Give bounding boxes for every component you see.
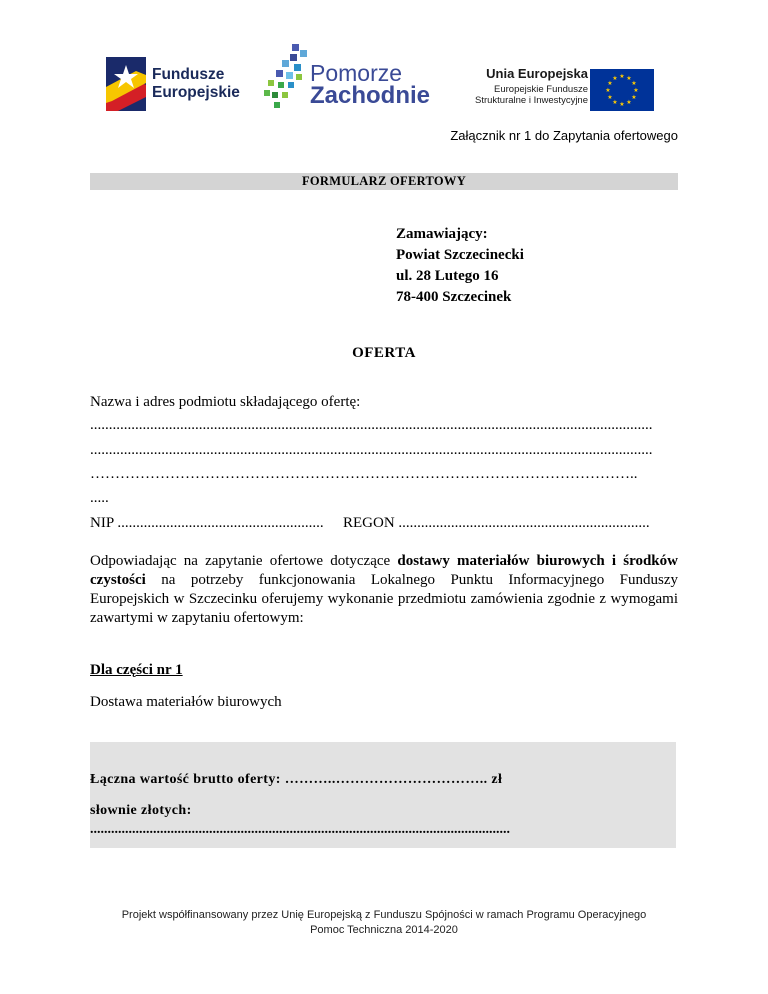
annex-label: Załącznik nr 1 do Zapytania ofertowego [450,128,678,143]
svg-text:★: ★ [607,80,613,87]
client-label: Zamawiający: [396,226,488,242]
eu-flag-icon [590,69,654,111]
svg-text:★: ★ [626,75,632,82]
ue-logo-sub2: Strukturalne i Inwestycyjne [475,95,588,106]
bidder-line-4[interactable]: ..... [90,490,109,506]
paragraph-part2: na potrzeby funkcjonowania Lokalnego Punktu Informacyjnego Funduszy Europejskich w Szczecinku oferujemy wykonanie przedmiotu zamówienia zgodnie z wymogami zawartymi w zapytaniu ofertowym: [90,572,678,626]
svg-text:★: ★ [605,87,611,94]
words-label: słownie złotych: [90,803,192,818]
regon-field[interactable]: REGON ................................................................... [343,515,650,531]
footer-line2: Pomoc Techniczna 2014-2020 [310,924,458,936]
part-description: Dostawa materiałów biurowych [90,694,282,710]
words-field[interactable]: ........................................................................................................................ [90,822,510,837]
svg-text:★: ★ [631,94,637,101]
svg-text:★: ★ [612,99,618,106]
ue-logo-title: Unia Europejska [486,66,588,81]
bidder-label: Nazwa i adres podmiotu składającego ofertę: [90,394,361,410]
client-block [396,224,524,308]
svg-text:★: ★ [631,80,637,87]
paragraph-bold: dostawy materiałów biurowych i środków czystości [90,553,678,588]
fe-logo-line1: Fundusze [152,66,225,83]
svg-text:★: ★ [612,75,618,82]
offer-paragraph [90,552,678,628]
footer-line1: Projekt współfinansowany przez Unię Europejską z Funduszu Spójności w ramach Programu Operacyjnego [121,909,647,921]
pz-logo-line1: Pomorze [310,60,403,86]
total-value-field[interactable]: Łączna wartość brutto oferty: ………..………………………….. zł [90,772,503,787]
offer-heading: OFERTA [352,345,416,361]
paragraph-part1: Odpowiadając na zapytanie ofertowe dotyczące [90,553,398,569]
bidder-line-1[interactable]: ...................................................................................................................................................... [90,417,653,433]
svg-text:★: ★ [619,73,625,80]
fundusze-europejskie-logo [106,55,246,113]
footer [0,908,768,938]
client-street: ul. 28 Lutego 16 [396,268,499,284]
svg-text:★: ★ [633,87,639,94]
ue-logo-sub1: Europejskie Fundusze [494,84,588,95]
form-title-bar: FORMULARZ OFERTOWY [90,173,678,190]
value-box [90,742,676,848]
svg-text:★: ★ [607,94,613,101]
pomorze-zachodnie-logo [262,42,430,112]
pz-logo-line2: Zachodnie [310,82,431,109]
bidder-line-2[interactable]: ...................................................................................................................................................... [90,442,653,458]
svg-text:★: ★ [619,101,625,108]
client-city: 78-400 Szczecinek [396,289,512,305]
unia-europejska-logo [452,66,654,110]
fe-star-icon [106,57,146,111]
bidder-line-3[interactable]: ……………………………………………………………………………………………….. [90,466,638,482]
svg-text:★: ★ [626,99,632,106]
nip-field[interactable]: NIP ....................................................... [90,515,324,531]
part-heading: Dla części nr 1 [90,662,183,678]
fe-logo-line2: Europejskie [152,84,240,101]
client-name: Powiat Szczecinecki [396,247,524,263]
